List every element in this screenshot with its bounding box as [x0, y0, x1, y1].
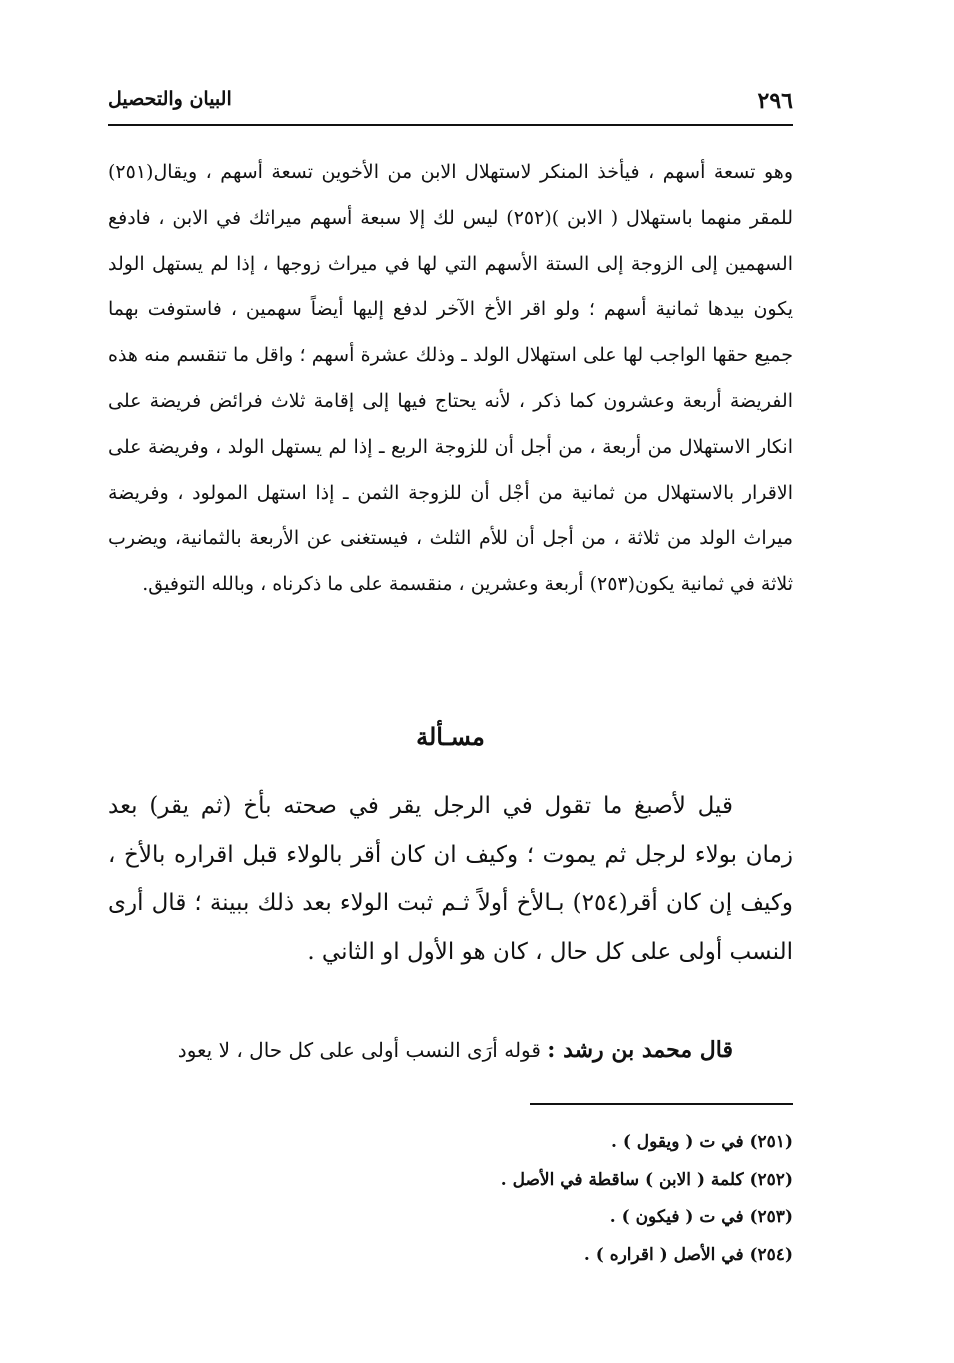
footnote-item: (٢٥٢) كلمة ( الابن ) ساقطة في الأصل . — [500, 1169, 793, 1190]
running-title: البيان والتحصيل — [108, 88, 232, 110]
page-number: ٢٩٦ — [757, 88, 793, 114]
body-paragraph: وهو تسعة أسهم ، فيأخذ المنكر لاستهلال الابن من الأخوين تسعة أسهم ، ويقال(٢٥١) للمقر منهما باستهلال ( الابن )(٢٥٢) ليس لك إلا سبعة أسهم ميراثك في الابن ، فادفع السهمين إلى الزوجة إلى الستة الأسهم التي لها في ميراث زوجها ، إذا لم يستهل الولد يكون بيدها ثمانية أسهم ؛ ولو اقر الأخ الآخر لدفع إليها أيضاً سهمين ، فاستوفت بهما جميع حقها الواجب لها على استهلال الولد ـ وذلك عشرة أسهم ؛ واقل ما تنقسم منه هذه الفريضة أربعة وعشرون كما ذكر ، لأنه يحتاج فيها إلى إقامة ثلاث فرائض فريضة على انكار الاستهلال من أربعة ، من أجل أن للزوجة الربع ـ إذا لم يستهل الولد ، وفريضة على الاقرار بالاستهلال من ثمانية من أجْل أن للزوجة الثمن ـ إذا استهل المولود ، وفريضة ميراث الولد من ثلاثة ، من أجل أن للأم الثلث ، فيستغنى عن الأربعة بالثمانية، ويضرب ثلاثة في ثمانية يكون(٢٥٣) أربعة وعشرين ، منقسمة على ما ذكرناه ، وبالله التوفيق. — [108, 161, 793, 596]
header-rule — [108, 124, 793, 126]
page-header — [108, 88, 793, 120]
footnote-separator — [530, 1103, 793, 1105]
question-paragraph: قيل لأصبغ ما تقول في الرجل يقر في صحته بأخ (ثم يقر) بعد زمان بولاء لرجل ثم يموت ؛ وكيف ان كان أقر بالولاء قبل اقراره بالأخ ، وكيف إن كان أقر(٢٥٤) بـالأخ أولاً ثـم ثبت الولاء بعد ذلك ببينة ؛ قال أرى النسب أولى على كل حال ، كان هو الأول او الثاني . — [108, 793, 793, 965]
footnotes-list — [108, 1124, 793, 1274]
answer-text: قوله أرَى النسب أولى على كل حال ، لا يعود — [177, 1038, 541, 1062]
section-title: مسـألة — [416, 722, 485, 751]
answer-paragraph — [108, 1030, 793, 1070]
answer-author: قال محمد بن رشد : — [547, 1037, 733, 1063]
footnote-item: (٢٥٣) في ت ( فيكون ) . — [609, 1207, 793, 1227]
footnote-item: (٢٥٤) في الأصل ( اقراره ) . — [583, 1244, 793, 1265]
footnote-item: (٢٥١) في ت ( ويقول ) . — [611, 1132, 793, 1152]
